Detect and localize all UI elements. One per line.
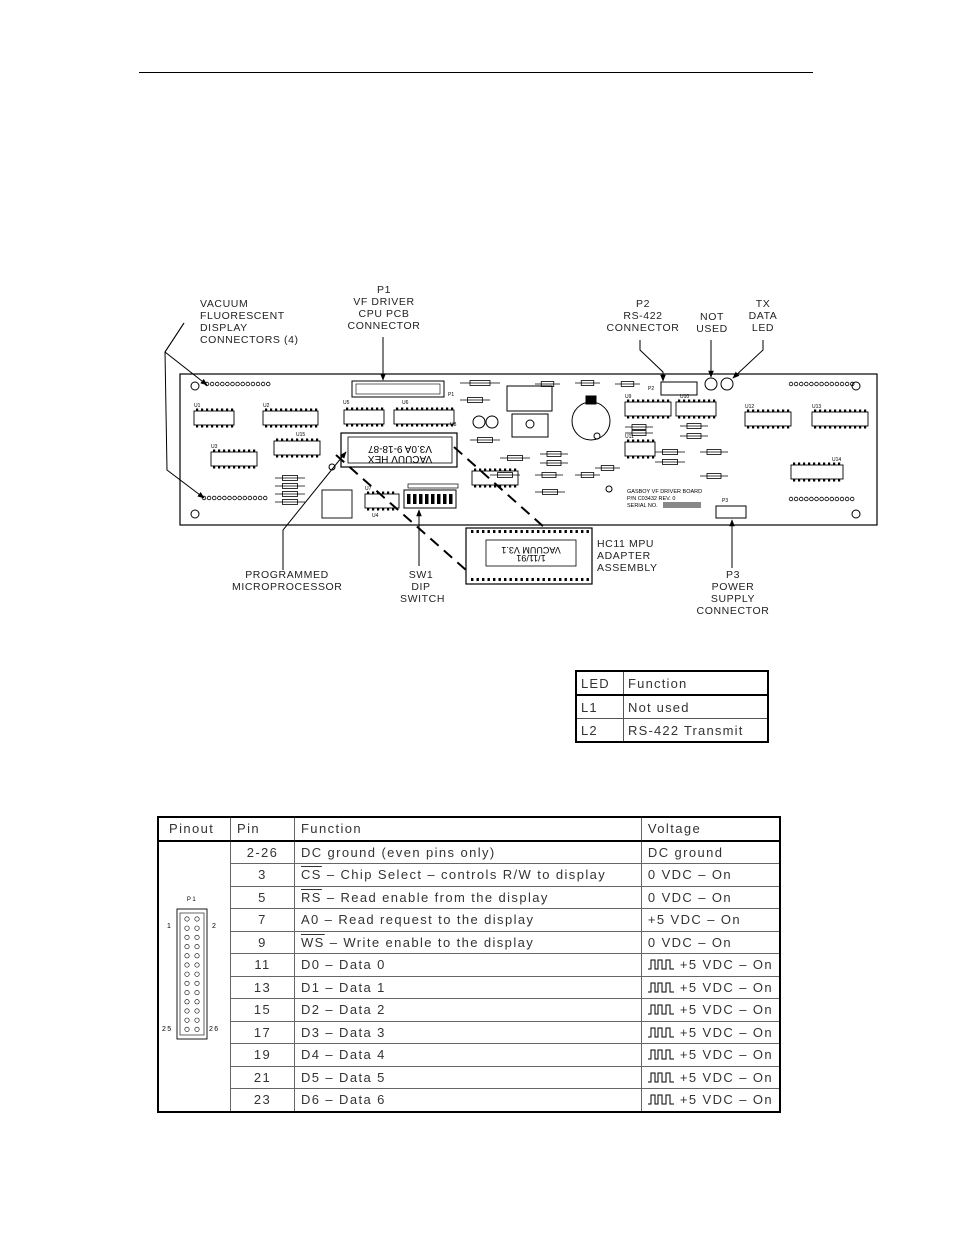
function-text: D3 – Data 3: [300, 1024, 386, 1040]
led-header-led: LED: [576, 671, 624, 695]
header-voltage: Voltage: [641, 817, 780, 841]
label-p3: P3 POWER SUPPLY CONNECTOR: [696, 569, 770, 617]
function-text: A0 – Read request to the display: [300, 912, 535, 928]
mounting-holes: [191, 382, 860, 518]
chip-text-1: V3.0A 9-18-87: [368, 443, 432, 454]
label-vfd-connectors: VACUUM FLUORESCENT DISPLAY CONNECTORS (4): [200, 298, 299, 346]
table-row: [158, 909, 780, 932]
connector-label: P1: [186, 897, 198, 903]
table-row: [158, 1089, 780, 1112]
function-text: DC ground (even pins only): [300, 844, 496, 860]
pulse-waveform-icon: [648, 959, 674, 970]
function-text: D6 – Data 6: [300, 1092, 386, 1108]
function-cell: [294, 976, 641, 999]
voltage-cell: [641, 886, 780, 909]
refdes-label: U1: [194, 403, 201, 409]
p1-connector-pinout-diagram: [159, 843, 221, 1109]
refdes-label: P2: [648, 386, 655, 392]
refdes-label: U2: [263, 403, 270, 409]
pin-number-cell: 3: [231, 864, 295, 887]
refdes-label: U12: [745, 404, 755, 410]
function-cell: [294, 841, 641, 864]
table-row: [158, 1021, 780, 1044]
callout-leaders: [165, 323, 763, 570]
refdes-label: P1: [448, 392, 455, 398]
voltage-cell: [641, 954, 780, 977]
active-low-signal: $\overline{RS}$: [300, 889, 322, 905]
p3-connector: [716, 506, 746, 518]
function-cell: [294, 1021, 641, 1044]
pin-number-cell: 15: [231, 999, 295, 1022]
refdes-label: P3: [722, 498, 729, 504]
pin-number-cell: 2-26: [231, 841, 295, 864]
function-cell: [294, 886, 641, 909]
led-table: [575, 670, 769, 743]
connector-pinout-cell: [158, 841, 231, 1112]
refdes-label: U13: [812, 404, 822, 410]
label-tx-data-led: TX DATA LED: [748, 298, 778, 334]
hc11-adapter: [466, 528, 592, 584]
pin-number-cell: 17: [231, 1021, 295, 1044]
led-function-cell: RS-422 Transmit: [624, 719, 769, 743]
voltage-regulator: [473, 386, 552, 437]
active-low-signal: $\overline{WS}$: [300, 934, 325, 950]
voltage-cell: [641, 1089, 780, 1112]
table-row: [158, 976, 780, 999]
led-header-function: Function: [624, 671, 769, 695]
voltage-cell: [641, 841, 780, 864]
refdes-label: U3: [211, 444, 218, 450]
refdes-label: U5: [343, 400, 350, 406]
function-text: – Chip Select – controls R/W to display: [321, 867, 607, 883]
pin-number: 25: [162, 1026, 173, 1033]
voltage-text: +5 VDC – On: [647, 912, 741, 928]
function-text: – Read enable from the display: [321, 889, 549, 905]
voltage-cell: [641, 1021, 780, 1044]
voltage-cell: [641, 976, 780, 999]
function-text: D2 – Data 2: [300, 1002, 386, 1018]
led-l2: [721, 378, 733, 390]
pin-number-cell: 11: [231, 954, 295, 977]
adapter-text-1: VACUUM V3.1: [501, 545, 561, 555]
function-cell: [294, 909, 641, 932]
label-hc11-adapter: HC11 MPU ADAPTER ASSEMBLY: [597, 538, 658, 574]
voltage-text: 0 VDC – On: [647, 934, 733, 950]
pin-number-cell: 9: [231, 931, 295, 954]
function-cell: [294, 864, 641, 887]
function-cell: [294, 999, 641, 1022]
table-row: [158, 886, 780, 909]
voltage-text: +5 VDC – On: [679, 1069, 773, 1085]
table-row: [158, 999, 780, 1022]
function-cell: [294, 1089, 641, 1112]
voltage-cell: [641, 909, 780, 932]
function-text: D1 – Data 1: [300, 979, 386, 995]
table-row: [158, 931, 780, 954]
serial-number-field: [663, 502, 701, 508]
table-row: [576, 695, 768, 719]
sw1-dip-switch: [404, 490, 456, 508]
label-p2: P2 RS-422 CONNECTOR: [606, 298, 680, 334]
function-cell: [294, 1044, 641, 1067]
led-function-cell: Not used: [624, 695, 769, 719]
led-table-header: [576, 671, 768, 695]
pulse-waveform-icon: [648, 1004, 674, 1015]
voltage-text: 0 VDC – On: [647, 867, 733, 883]
voltage-text: DC ground: [647, 844, 724, 860]
refdes-label: U15: [296, 432, 306, 438]
function-cell: [294, 1066, 641, 1089]
voltage-text: +5 VDC – On: [679, 979, 773, 995]
header-function: Function: [294, 817, 641, 841]
table-row: [158, 954, 780, 977]
function-text: D5 – Data 5: [300, 1069, 386, 1085]
refdes-label: U10: [680, 394, 690, 400]
led-cell: L2: [576, 719, 624, 743]
label-not-used: NOT USED: [696, 311, 728, 335]
chip-text-2: VACUUV HEX: [367, 453, 433, 464]
pin-number-cell: 7: [231, 909, 295, 932]
pin-number: 2: [212, 923, 218, 930]
board-title: GASBOY VF DRIVER BOARD P/N C03432 REV. 0 SERIAL NO.: [627, 489, 703, 509]
pulse-waveform-icon: [648, 1049, 674, 1060]
programmed-microprocessor: [341, 433, 457, 467]
pinout-table: [157, 816, 781, 1113]
p1-header: [352, 381, 444, 397]
function-cell: [294, 954, 641, 977]
pulse-waveform-icon: [648, 982, 674, 993]
voltage-cell: [641, 1044, 780, 1067]
function-text: D0 – Data 0: [300, 957, 386, 973]
voltage-text: +5 VDC – On: [679, 1092, 773, 1108]
vfd-connector-pins: [202, 382, 854, 501]
pulse-waveform-icon: [648, 1094, 674, 1105]
function-text: D4 – Data 4: [300, 1047, 386, 1063]
label-sw1: SW1 DIP SWITCH: [400, 569, 446, 605]
pin-number-cell: 5: [231, 886, 295, 909]
pulse-waveform-icon: [648, 1027, 674, 1038]
refdes-label: U8: [450, 422, 457, 428]
pin-number: 1: [167, 923, 173, 930]
table-row: [158, 841, 780, 864]
voltage-text: +5 VDC – On: [679, 1002, 773, 1018]
pin-number-cell: 13: [231, 976, 295, 999]
table-row: [576, 719, 768, 743]
table-row: [158, 1066, 780, 1089]
voltage-cell: [641, 1066, 780, 1089]
led-l1: [705, 378, 717, 390]
function-cell: [294, 931, 641, 954]
refdes-labels: [194, 386, 841, 519]
pinout-table-header: [158, 817, 780, 841]
header-pin: Pin: [231, 817, 295, 841]
battery: [572, 396, 610, 440]
voltage-text: 0 VDC – On: [647, 889, 733, 905]
function-text: – Write enable to the display: [324, 934, 535, 950]
voltage-text: +5 VDC – On: [679, 957, 773, 973]
refdes-label: U6: [402, 400, 409, 406]
refdes-label: U14: [832, 457, 842, 463]
adapter-text-2: 1/11/91: [516, 553, 546, 563]
pin-number: 26: [209, 1026, 220, 1033]
pulse-waveform-icon: [648, 1072, 674, 1083]
voltage-cell: [641, 864, 780, 887]
voltage-cell: [641, 999, 780, 1022]
refdes-label: U11: [625, 434, 634, 440]
refdes-label: U7: [365, 486, 372, 492]
table-row: [158, 1044, 780, 1067]
table-row: [158, 864, 780, 887]
voltage-text: +5 VDC – On: [679, 1024, 773, 1040]
led-cell: L1: [576, 695, 624, 719]
pin-number-cell: 23: [231, 1089, 295, 1112]
label-p1: P1 VF DRIVER CPU PCB CONNECTOR: [347, 284, 421, 332]
label-programmed-microprocessor: PROGRAMMED MICROPROCESSOR: [232, 569, 343, 593]
voltage-cell: [641, 931, 780, 954]
active-low-signal: $\overline{CS}$: [300, 867, 322, 883]
voltage-text: +5 VDC – On: [679, 1047, 773, 1063]
pin-number-cell: 21: [231, 1066, 295, 1089]
pin-number-cell: 19: [231, 1044, 295, 1067]
refdes-label: U9: [625, 394, 632, 400]
p2-connector: [661, 382, 697, 395]
refdes-label: U4: [372, 513, 379, 519]
header-pinout: Pinout: [158, 817, 231, 841]
